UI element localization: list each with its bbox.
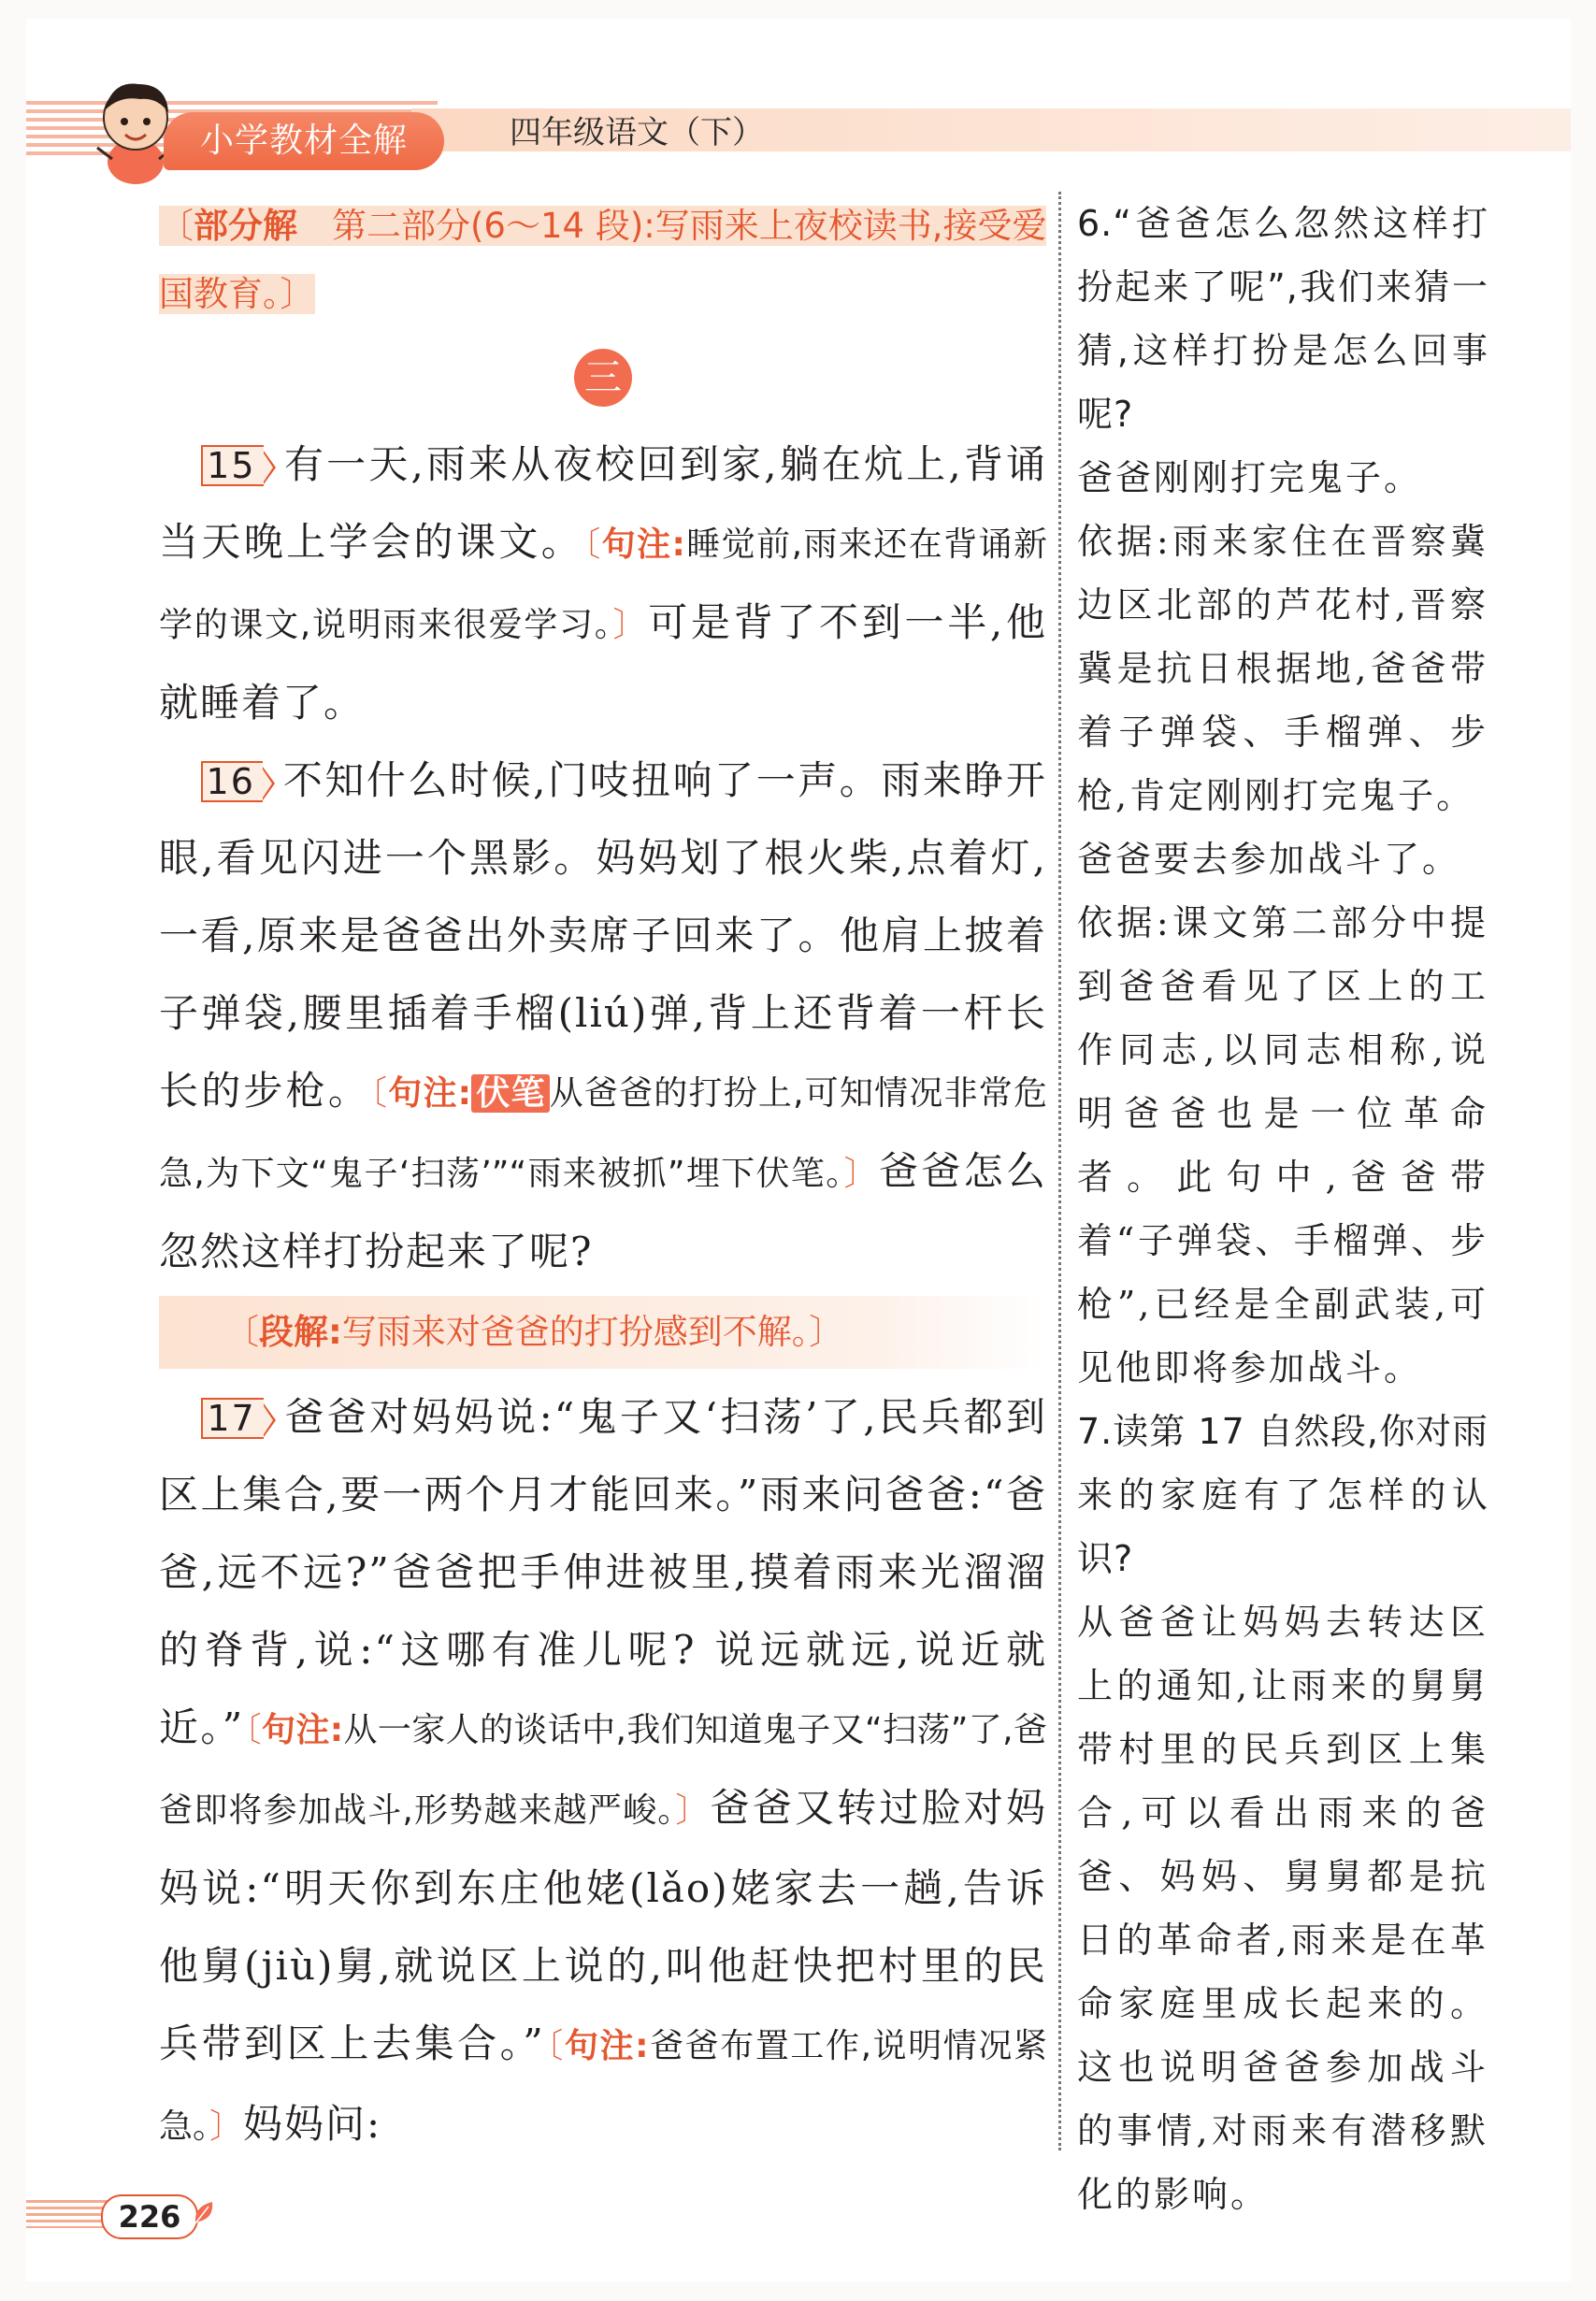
question-7: 7.读第 17 自然段,你对雨来的家庭有了怎样的认识? [1077, 1411, 1488, 1579]
answer-6-point-1: 爸爸刚刚打完鬼子。 [1077, 457, 1423, 498]
sentence-note-label: 句注: [388, 1074, 472, 1113]
section-number [159, 349, 1047, 422]
part-summary-text: 第二部分(6～14 段):写雨来上夜校读书,接受爱国教育。 [159, 206, 1047, 314]
sentence-note-label: 句注: [262, 1711, 344, 1749]
answer-6-basis-2: 依据:课文第二部分中提到爸爸看见了区上的工作同志,以同志相称,说明爸爸也是一位革命者。此句中,爸爸带着“子弹袋、手榴弹、步枪”,已经是全副武装,可见他即将参加战斗。 [1077, 902, 1488, 1388]
part-summary: 〔部分解 第二部分(6～14 段):写雨来上夜校读书,接受爱国教育。〕 [159, 206, 1047, 314]
paragraph-number-16: 16 [201, 761, 263, 802]
paragraph-16: 16 不知什么时候,门吱扭响了一声。雨来睁开眼,看见闪进一个黑影。妈妈划了根火柴,点着灯,一看,原来是爸爸出外卖席子回来了。他肩上披着子弹袋,腰里插着手榴(liú)弹,背上还背着一杆长长的步枪。〔句注: 伏笔 从爸爸的打扮上,可知情况非常危急,为下文“鬼子‘扫荡’”“雨来被抓”埋下伏笔。〕爸爸怎么忽然这样打扮起来了呢? [159, 757, 1047, 1274]
answer-7: 从爸爸让妈妈去转达区上的通知,让雨来的舅舅带村里的民兵到区上集合,可以看出雨来的爸爸、妈妈、舅舅都是抗日的革命者,雨来是在革命家庭里成长起来的。这也说明爸爸参加战斗的事情,对雨来有潜移默化的影响。 [1077, 1602, 1488, 2215]
part-summary-label: 部分解 [194, 206, 297, 246]
foreshadow-tag: 伏笔 [471, 1074, 550, 1113]
section-number-badge: 三 [574, 349, 632, 407]
sentence-note-text: 从一家人的谈话中,我们知道鬼子又“扫荡”了,爸爸即将参加战斗,形势越来越严峻。 [159, 1711, 1047, 1830]
paragraph-summary: 〔段解:写雨来对爸爸的打扮感到不解。〕 [159, 1296, 1047, 1369]
sentence-note-label: 句注: [564, 2027, 649, 2065]
sentence-note-text: 睡觉前,雨来还在背诵新学的课文,说明雨来很爱学习。 [159, 525, 1047, 644]
main-text-column [159, 192, 1047, 2165]
paragraph-number-17: 17 [201, 1398, 263, 1439]
leaf-icon [192, 2199, 218, 2227]
series-title-badge: 小学教材全解 [164, 112, 444, 170]
paragraph-15: 15 有一天,雨来从夜校回到家,躺在炕上,背诵当天晚上学会的课文。〔句注:睡觉前,雨来还在背诵新学的课文,说明雨来很爱学习。〕可是背了不到一半,他就睡着了。 [159, 441, 1047, 726]
column-divider [1058, 192, 1061, 2150]
answer-6-basis-1: 依据:雨来家住在晋察冀边区北部的芦花村,晋察冀是抗日根据地,爸爸带着子弹袋、手榴弹、步枪,肯定刚刚打完鬼子。 [1077, 521, 1488, 816]
question-6: 6.“爸爸怎么忽然这样打扮起来了呢”,我们来猜一猜,这样打扮是怎么回事呢? [1077, 203, 1488, 435]
sentence-note-label: 句注: [601, 525, 685, 564]
book-title: 四年级语文（下） [510, 114, 764, 151]
question-column [1077, 192, 1488, 2226]
paragraph-summary-text: 写雨来对爸爸的打扮感到不解。 [341, 1312, 810, 1352]
sentence-note-text: 从爸爸的打扮上,可知情况非常危急,为下文“鬼子‘扫荡’”“雨来被抓”埋下伏笔。 [159, 1074, 1047, 1193]
paragraph-summary-label: 段解: [259, 1312, 342, 1352]
page-number: 226 [101, 2194, 198, 2239]
paragraph-number-15: 15 [201, 445, 263, 486]
paragraph-17: 17 爸爸对妈妈说:“鬼子又‘扫荡’了,民兵都到区上集合,要一两个月才能回来。”雨来问爸爸:“爸爸,远不远?”爸爸把手伸进被里,摸着雨来光溜溜的脊背,说:“这哪有准儿呢? 说远就远,说近就近。”〔句注:从一家人的谈话中,我们知道鬼子又“扫荡”了,爸爸即将参加战斗,形势越来越严峻。〕爸爸又转过脸对妈妈说:“明天你到东庄他姥(lǎo)姥家去一趟,告诉他舅(jiù)舅,就说区上说的,叫他赶快把村里的民兵带到区上去集合。”〔句注:爸爸布置工作,说明情况紧急。〕妈妈问: [159, 1394, 1047, 2147]
sentence-note-text: 爸爸布置工作,说明情况紧急。 [159, 2027, 1047, 2146]
answer-6-point-2: 爸爸要去参加战斗了。 [1077, 839, 1461, 880]
